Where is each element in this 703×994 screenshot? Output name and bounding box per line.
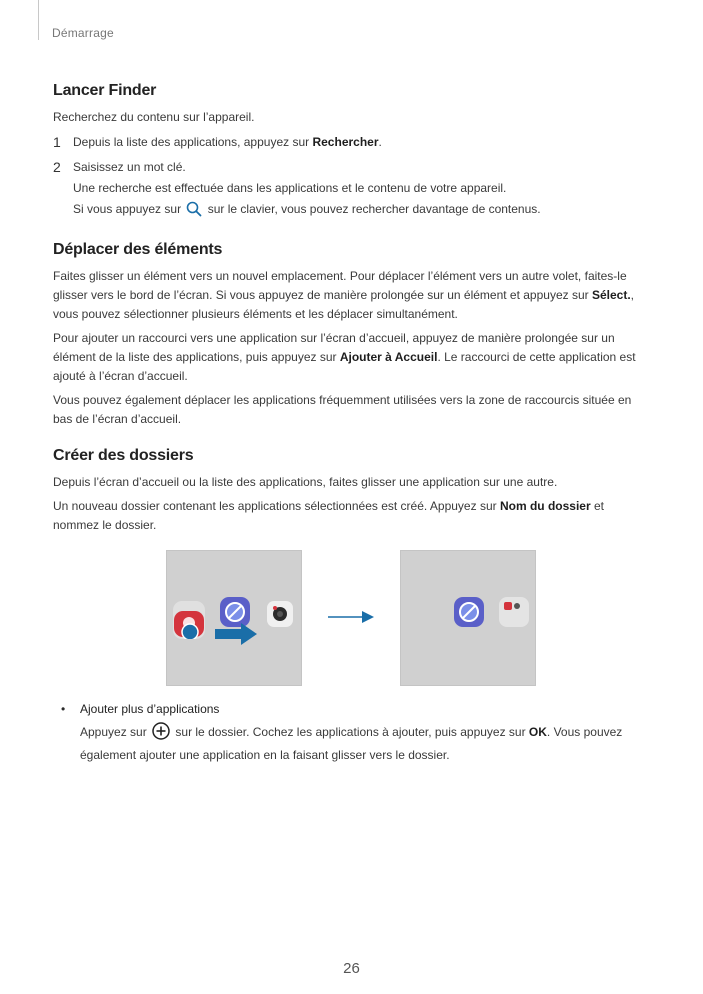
step-2 <box>53 158 653 223</box>
page-number: 26 <box>343 960 360 977</box>
keyword-add-to-home: Ajouter à Accueil <box>339 350 438 364</box>
move-paragraph-3: Vous pouvez également déplacer les applications fréquemment utilisées vers la zone de raccourcis située en bas de l’écran d’accueil. <box>53 393 632 426</box>
step-1-text: Depuis la liste des applications, appuyez sur Rechercher. <box>73 135 382 149</box>
section-title-folders: Créer des dossiers <box>53 447 194 464</box>
folders-paragraph-1: Depuis l’écran d’accueil ou la liste des applications, faites glisser une application sur une autre. <box>53 475 558 489</box>
section-folders <box>53 447 653 765</box>
section-title-finder: Lancer Finder <box>53 82 157 99</box>
right-arrow-icon <box>328 610 374 629</box>
drag-arrow-icon <box>215 623 257 650</box>
keyword-folder-name: Nom du dossier <box>499 499 591 513</box>
camera-app-icon <box>267 601 293 627</box>
step-2-line-1: Saisissez un mot clé. <box>73 160 186 174</box>
section-move <box>53 241 653 429</box>
bullet-add-apps <box>53 700 653 765</box>
move-paragraph-1: Faites glisser un élément vers un nouvel emplacement. Pour déplacer l’élément vers un autre volet, faites-le glisser vers le bord de l’écran. Si vous appuyez de manière prolongée sur un élément et appuyez sur Sélect., vous pouvez sélectionner plusieurs éléments et les déplacer simultanément. <box>53 269 635 321</box>
finder-intro: Recherchez du contenu sur l’appareil. <box>53 110 255 124</box>
screen-after <box>400 550 536 686</box>
search-icon <box>186 201 202 223</box>
header-rule <box>38 0 39 40</box>
step-2-line-2: Une recherche est effectuée dans les applications et le contenu de votre appareil. <box>73 181 507 195</box>
screen-before <box>166 550 302 686</box>
bullet-text: Appuyez sur sur le dossier. Cochez les applications à ajouter, puis appuyez sur OK. Vous pouvez également ajouter une application en la faisant glisser vers le dossier. <box>80 722 653 765</box>
folders-paragraph-2: Un nouveau dossier contenant les applications sélectionnées est créé. Appuyez sur Nom du dossier et nommez le dossier. <box>53 499 604 532</box>
step-2-line-3: Si vous appuyez sur sur le clavier, vous pouvez rechercher davantage de contenus. <box>73 200 653 223</box>
red-app-icon <box>173 601 205 639</box>
keyword-rechercher: Rechercher <box>312 135 379 149</box>
section-finder <box>53 82 653 223</box>
bullet-title: Ajouter plus d’applications <box>80 702 220 716</box>
running-header: Démarrage <box>52 26 114 40</box>
add-circle-icon <box>152 722 170 746</box>
bullet-dot: • <box>61 702 66 716</box>
keyword-ok: OK <box>528 725 547 739</box>
folder-icon <box>499 597 529 627</box>
move-paragraph-2: Pour ajouter un raccourci vers une application sur l’écran d’accueil, appuyez de manière prolongée sur un élément de la liste des applications, puis appuyez sur Ajouter à Accueil. Le raccourci de cette application est ajouté à l’écran d’accueil. <box>53 331 636 383</box>
page-content <box>53 82 653 770</box>
section-title-move: Déplacer des éléments <box>53 241 223 258</box>
step-1 <box>53 133 653 152</box>
folder-illustration <box>53 550 653 686</box>
step-number: 1 <box>53 134 61 150</box>
step-number: 2 <box>53 159 61 175</box>
internet-app-icon <box>454 597 484 627</box>
keyword-select: Sélect. <box>591 288 631 302</box>
